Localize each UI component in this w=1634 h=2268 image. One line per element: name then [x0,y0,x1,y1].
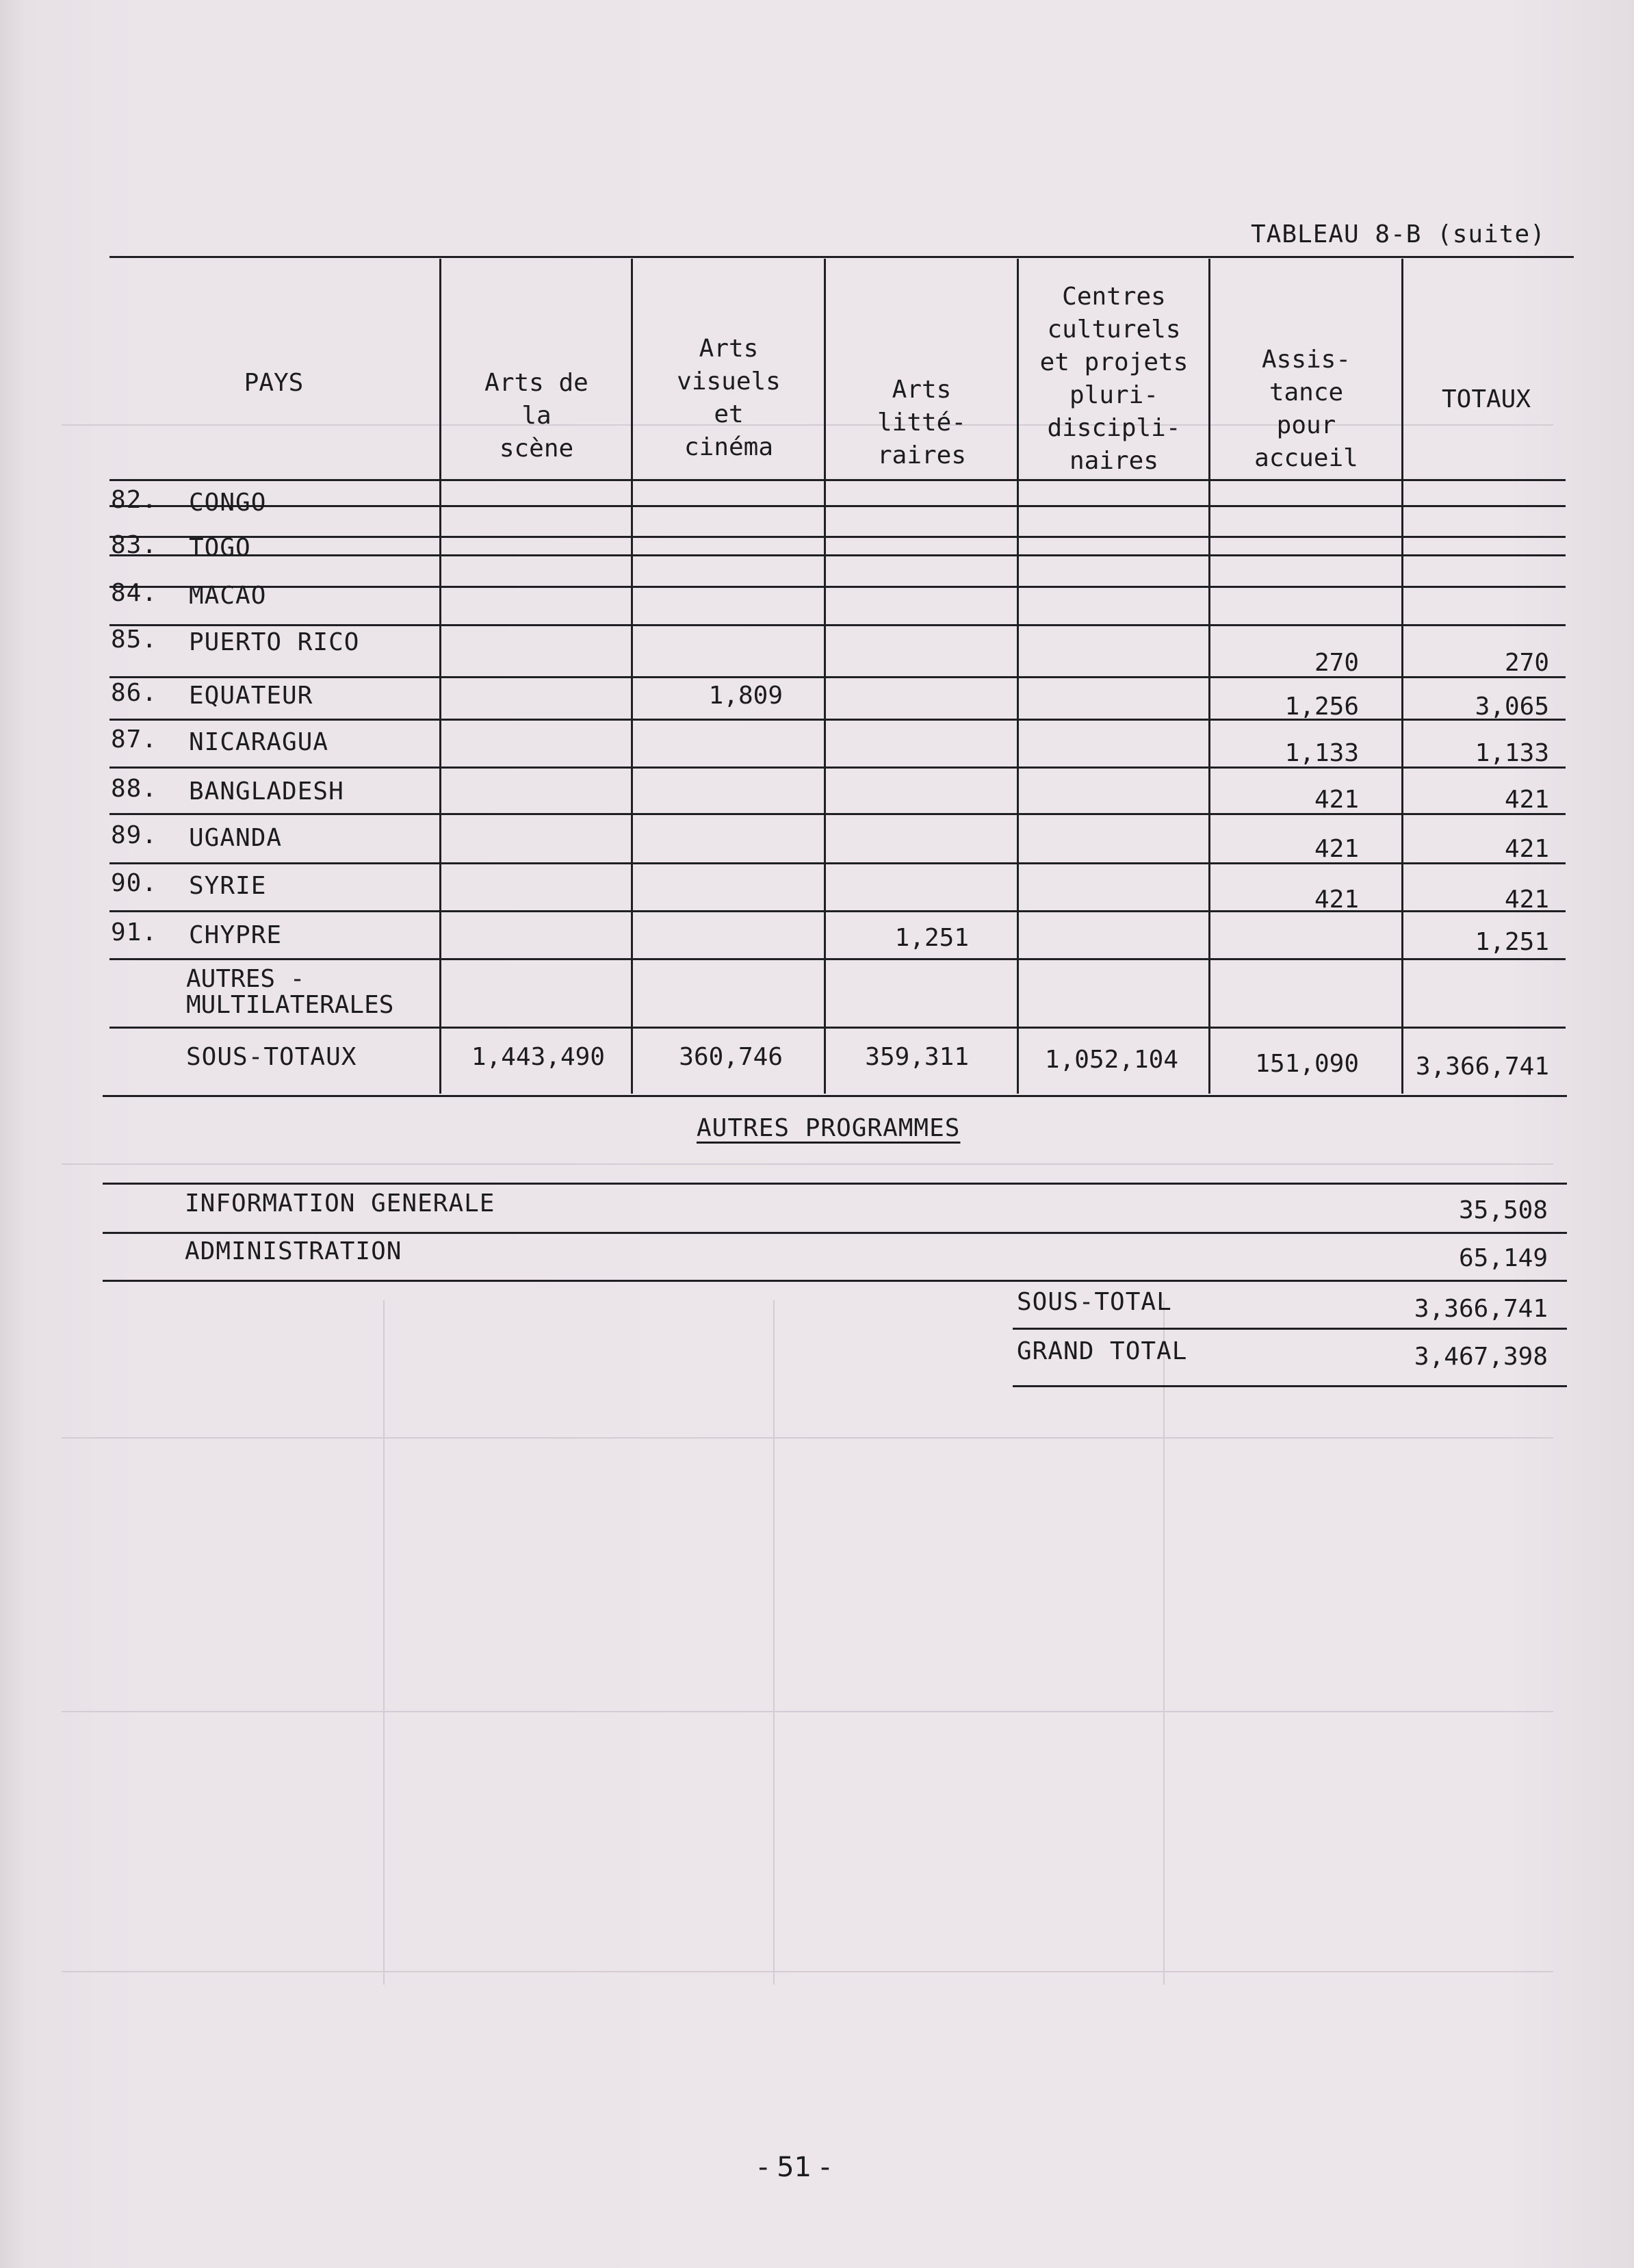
country-name: MACAO [189,582,267,610]
sous-totaux-assistance: 151,090 [1255,1050,1359,1078]
cell-litteraires: 1,251 [894,924,969,952]
information-generale-label: INFORMATION GENERALE [185,1189,495,1217]
cell-assistance: 270 [1314,649,1359,677]
cell-totaux: 421 [1504,835,1549,863]
table-bottom-rule [103,1095,1567,1097]
sous-totaux-visuels: 360,746 [679,1043,783,1071]
header-pays: PAYS [244,369,304,397]
cell-assistance: 421 [1314,886,1359,914]
header-arts-visuels: Arts visuels et cinéma [677,335,781,461]
bleed-through-line [62,1971,1553,1972]
bleed-through-line [383,1300,385,1985]
administration-value: 65,149 [1458,1244,1548,1272]
country-name: UGANDA [189,824,283,852]
bleed-through-line [62,1163,1553,1165]
country-name: EQUATEUR [189,682,313,710]
country-name: CONGO [189,489,267,517]
sous-totaux-totaux: 3,366,741 [1415,1053,1549,1081]
rule [103,1280,1567,1282]
header-totaux: TOTAUX [1441,385,1531,413]
bleed-through-line [773,1300,775,1985]
column-divider [1208,259,1210,1094]
row-number: 90. [111,869,158,897]
cell-assistance: 1,133 [1284,739,1359,767]
cell-totaux: 1,133 [1475,739,1549,767]
country-name: TOGO [189,534,251,562]
row-rule [109,958,1566,960]
row-number: 86. [111,679,158,707]
autres-multilaterales-label: AUTRES - MULTILATERALES [186,965,394,1019]
cell-totaux: 1,251 [1475,928,1549,956]
row-rule [109,505,1566,507]
rule [103,1232,1567,1234]
autres-programmes-heading: AUTRES PROGRAMMES [697,1114,961,1142]
rule [1013,1385,1567,1387]
cell-totaux: 421 [1504,886,1549,914]
cell-totaux: 421 [1504,786,1549,814]
header-bottom-rule [109,479,1566,481]
row-number: 91. [111,918,158,946]
sous-total-value: 3,366,741 [1414,1295,1548,1323]
bleed-through-line [62,1711,1553,1712]
row-number: 87. [111,725,158,753]
table-label: TABLEAU 8-B (suite) [1251,220,1546,248]
column-divider [631,259,633,1094]
column-divider [1401,259,1403,1094]
header-arts-litteraires: Arts litté- raires [877,376,967,469]
sous-totaux-centres: 1,052,104 [1044,1046,1178,1074]
row-number: 82. [111,486,158,514]
cell-assistance: 421 [1314,786,1359,814]
row-rule [109,624,1566,626]
row-rule [109,586,1566,588]
header-centres-culturels: Centres culturels et projets pluri- discipli- naires [1039,283,1189,475]
country-name: SYRIE [189,872,267,900]
row-number: 85. [111,626,158,654]
row-rule [109,1027,1566,1029]
grand-total-label: GRAND TOTAL [1017,1337,1188,1365]
sous-totaux-label: SOUS-TOTAUX [186,1043,357,1071]
grand-total-value: 3,467,398 [1414,1343,1548,1371]
column-divider [1017,259,1019,1094]
cell-visuels: 1,809 [708,682,783,710]
column-divider [439,259,441,1094]
rule [1013,1328,1567,1330]
column-divider [824,259,826,1094]
cell-totaux: 270 [1504,649,1549,677]
bleed-through-line [62,1437,1553,1439]
country-name: BANGLADESH [189,777,344,806]
rule [103,1183,1567,1185]
page-number: - 51 - [758,2152,831,2183]
sous-totaux-scene: 1,443,490 [471,1043,605,1071]
table-top-rule [109,256,1574,258]
header-arts-scene: Arts de la scène [484,369,588,463]
administration-label: ADMINISTRATION [185,1237,402,1265]
header-assistance: Assis- tance pour accueil [1254,346,1358,472]
cell-assistance: 421 [1314,835,1359,863]
row-number: 83. [111,531,158,559]
cell-assistance: 1,256 [1284,693,1359,721]
information-generale-value: 35,508 [1458,1196,1548,1224]
row-number: 89. [111,821,158,849]
row-rule [109,554,1566,556]
bleed-through-line [1163,1300,1165,1985]
cell-totaux: 3,065 [1475,693,1549,721]
row-number: 88. [111,775,158,803]
sous-total-label: SOUS-TOTAL [1017,1288,1172,1316]
country-name: CHYPRE [189,921,283,949]
country-name: PUERTO RICO [189,628,360,656]
sous-totaux-litteraires: 359,311 [865,1043,969,1071]
row-number: 84. [111,579,158,607]
country-name: NICARAGUA [189,728,329,756]
row-rule [109,536,1566,538]
